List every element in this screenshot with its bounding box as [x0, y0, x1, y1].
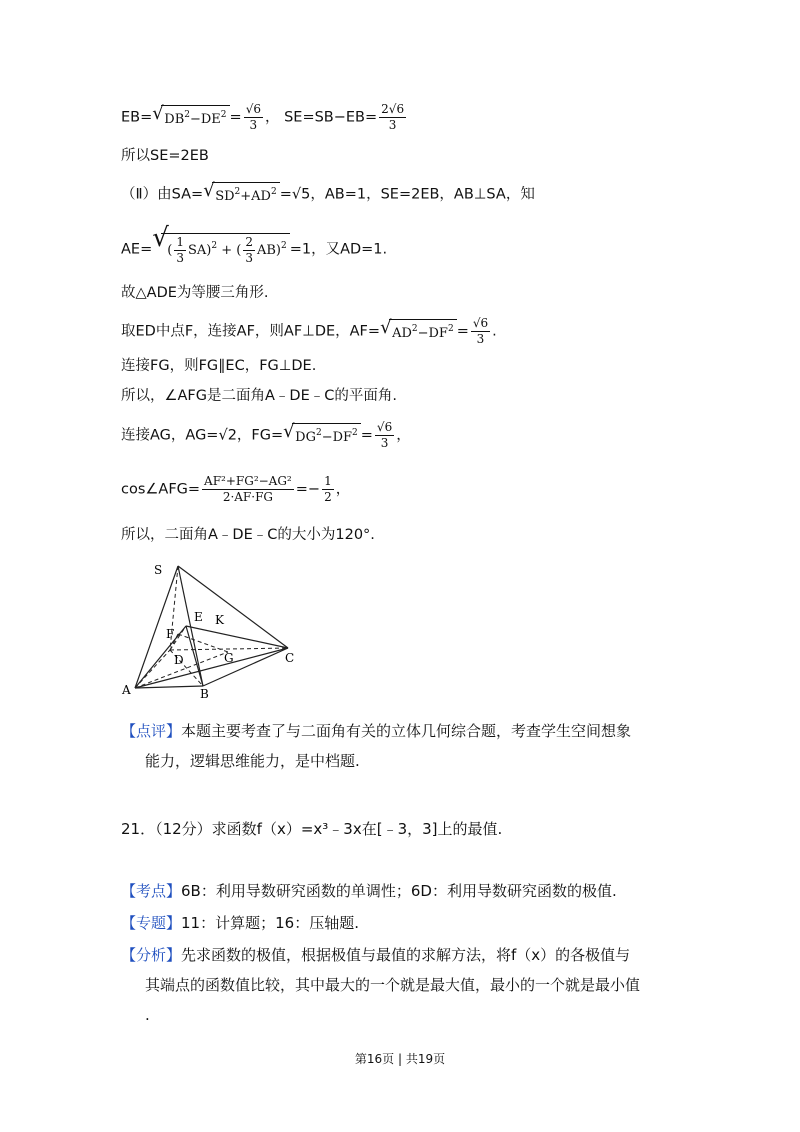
comment-block: 【点评】本题主要考查了与二面角有关的立体几何综合题，考查学生空间想象 能力，逻辑思维能力，是中档题. — [121, 722, 632, 770]
label-s: S — [154, 563, 163, 577]
eq-eb: EB= √ $DB^2-DE^2$ = $\frac{√6}{3}$ ， SE=SB−EB= $\frac{2√6}{3}$ — [121, 102, 405, 132]
sqrt-ae: √ ( $\frac{1}{3}$ SA)$^2$ + ( $\frac{2}{3}$ AB)$^2$ — [152, 233, 289, 266]
label-b: B — [200, 687, 209, 700]
line-se-2eb: 所以SE=2EB — [121, 148, 209, 164]
comment-tag: 【点评】 — [121, 722, 182, 740]
label-a: A — [122, 683, 131, 697]
zhuanti-tag: 【专题】 — [121, 914, 182, 932]
eq-af: 取ED中点F，连接AF，则AF⊥DE，AF= √ $AD^2-DF^2$ = $\frac{√6}{3}$ . — [121, 316, 497, 346]
eq-cos-afg: cos∠AFG= $\frac{\text{AF²+FG²−AG²}}{2\cdot AF\cdot FG}$ =− $\frac{1}{2}$ ， — [121, 474, 351, 504]
page-footer: 第16页 | 共19页 — [354, 1052, 446, 1066]
line-answer-120: 所以，二面角A﹣DE﹣C的大小为120°. — [121, 527, 375, 543]
frac-cos: $\frac{\text{AF²+FG²−AG²}}{2\cdot AF\cdot FG}$ — [204, 474, 292, 504]
eq-ag-fg: 连接AG，AG=√2，FG= √ $DG^2-DF^2$ = $\frac{√6}{3}$ ， — [121, 420, 411, 450]
fenxi-block: 【分析】先求函数的极值，根据极值与最值的求解方法，将f（x）的各极值与 其端点的函数值比较，其中最大的一个就是最大值，最小的一个就是最小值 . — [121, 946, 641, 1024]
sqrt-ad-df: √ $AD^2-DF^2$ — [380, 319, 457, 344]
label-g: G — [224, 651, 234, 665]
frac-2-3: $\frac{2}{3}$ — [245, 235, 253, 265]
line-angle-afg: 所以，∠AFG是二面角A﹣DE﹣C的平面角. — [121, 388, 397, 404]
kaodian-tag: 【考点】 — [121, 882, 182, 900]
frac-af: $\frac{√6}{3}$ — [472, 316, 489, 346]
eq-ae: AE= √ ( $\frac{1}{3}$ SA)$^2$ + ( $\frac{2}{3}$ AB)$^2$ =1，又AD=1. — [121, 223, 388, 265]
sqrt-sd-ad: √ $SD^2+AD^2$ — [203, 182, 280, 207]
frac-2sqrt6-3: $\frac{2√6}{3}$ — [381, 102, 405, 132]
label-c: C — [285, 651, 295, 665]
zhuanti-block: 【专题】11：计算题；16：压轴题. — [121, 914, 359, 932]
frac-1-2: $\frac{1}{2}$ — [324, 474, 332, 504]
line-isosceles: 故△ADE为等腰三角形. — [121, 285, 269, 301]
line-fg: 连接FG，则FG∥EC，FG⊥DE. — [121, 358, 317, 374]
sqrt-db-de: √ $DB^2-DE^2$ — [152, 105, 229, 130]
frac-1-3: $\frac{1}{3}$ — [176, 235, 184, 265]
label-d: D — [174, 653, 184, 667]
problem-21: 21．（12分）求函数f（x）=x³﹣3x在[﹣3，3]上的最值. — [121, 820, 503, 838]
label-k: K — [215, 613, 224, 627]
pyramid-figure — [118, 558, 308, 700]
eq-sa: （Ⅱ）由SA= √ $SD^2+AD^2 =√5$，AB=1，SE=2EB，AB⊥SA，知 — [121, 182, 535, 207]
kaodian-block: 【考点】6B：利用导数研究函数的单调性；6D：利用导数研究函数的极值. — [121, 882, 617, 900]
frac-sqrt6-3: $\frac{√6}{3}$ — [245, 102, 261, 132]
fenxi-tag: 【分析】 — [121, 946, 182, 964]
sqrt-dg-df: √ $DG^2-DF^2$ — [283, 423, 361, 448]
label-f: F — [166, 627, 175, 641]
frac-fg: $\frac{√6}{3}$ — [376, 420, 393, 450]
label-e: E — [194, 610, 203, 624]
